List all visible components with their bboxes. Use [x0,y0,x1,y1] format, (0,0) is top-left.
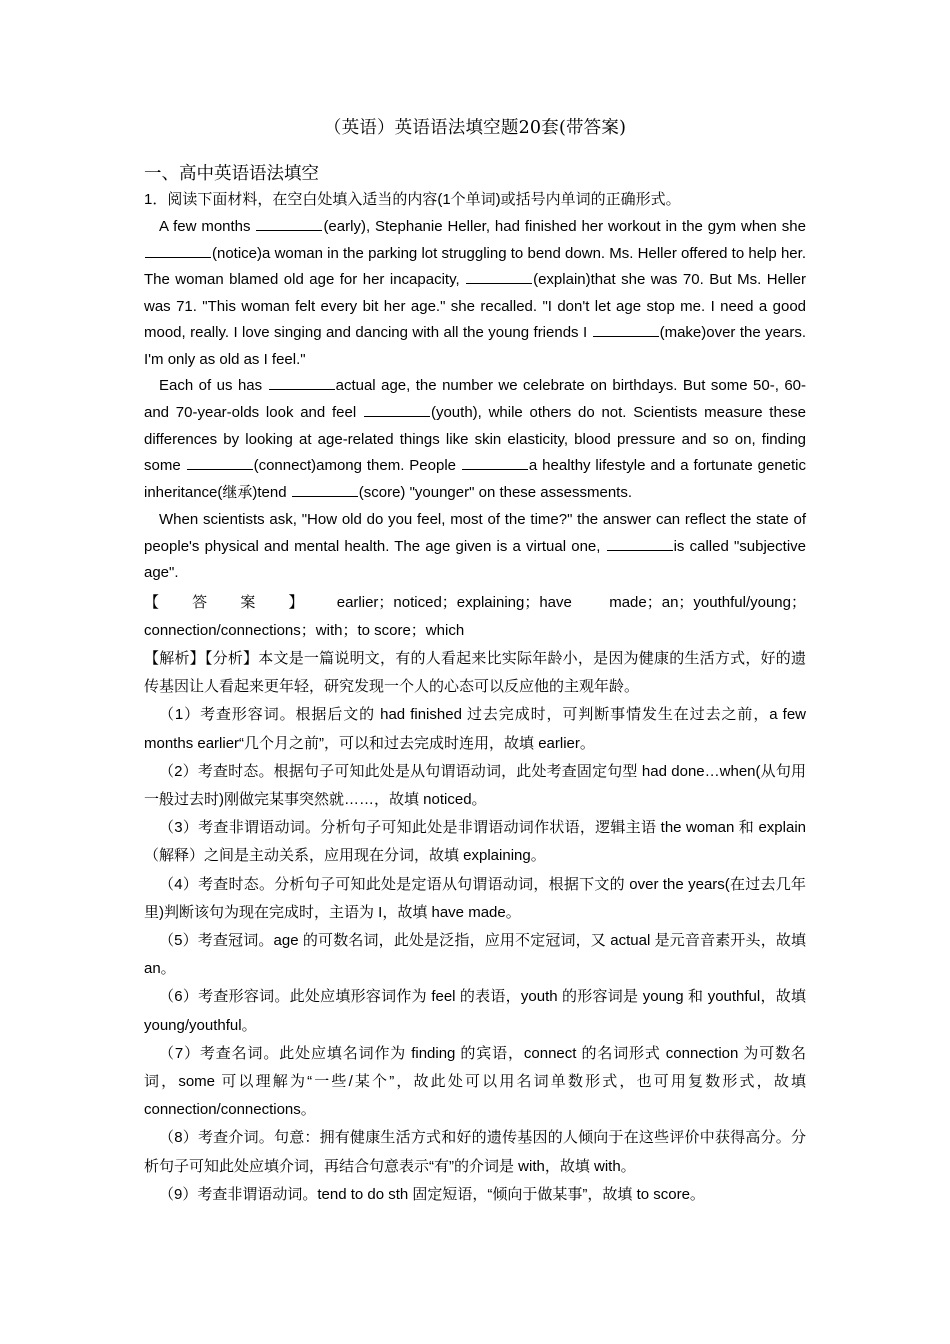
explanation-block [144,645,806,1209]
answer-blank[interactable] [145,244,211,258]
answer-text: earlier；noticed；explaining；have made；an；youthful/young；connection/connections；with；to score；which [144,594,806,639]
passage-paragraph-1 [144,214,806,374]
explanation-item: （5）考查冠词。age 的可数名词，此处是泛指，应用不定冠词，又 actual 是元音音素开头，故填 an。 [144,932,806,978]
answer-blank[interactable] [292,483,358,497]
passage-text: (explain)that she was 70. But Ms. Heller was 71. "This woman felt every bit her age." she recalled. "I don't let age stop me. I need a good mood, really. I love singing and dancing with all the young friends I [144,271,806,342]
passage-text: (early), Stephanie Heller, had finished her workout in the gym when she [323,218,806,235]
section-heading: 一、高中英语语法填空 [144,164,319,184]
question-number: 1． [144,191,168,208]
question-instruction-text: 阅读下面材料，在空白处填入适当的内容(1个单词)或括号内单词的正确形式。 [167,191,681,208]
explanation-item: （4）考查时态。分析句子可知此处是定语从句谓语动词，根据下文的 over the years(在过去几年里)判断该句为现在完成时，主语为 I，故填 have made。 [144,875,806,921]
passage-text: When scientists ask, "How old do you feel, most of the time?" the answer can reflect the state of people's physical and mental health. The age given is a virtual one, [144,511,806,555]
question-instruction [144,188,681,209]
answer-blank[interactable] [256,217,322,231]
passage-text: (make)over the years. I'm only as old as I feel." [144,324,806,368]
answer-blank[interactable] [462,456,528,470]
passage-text: is called "subjective age". [144,537,806,582]
explanation-intro: 【解析】【分析】本文是一篇说明文，有的人看起来比实际年龄小，是因为健康的生活方式，好的遗传基因让人看起来更年轻，研究发现一个人的心态可以反应他的主观年龄。 [144,650,806,696]
explanation-item: （6）考查形容词。此处应填形容词作为 feel 的表语，youth 的形容词是 young 和 youthful，故填 young/youthful。 [144,988,806,1034]
explanation-item: （9）考查非谓语动词。tend to do sth 固定短语，“倾向于做某事”，故填 to score。 [159,1185,705,1203]
passage-text: Each of us has [159,377,268,394]
passage-text: (notice)a woman in the parking lot struggling to bend down. Ms. Heller offered to help her. The woman blamed old age for her incapacity, [144,244,806,289]
passage-text: (youth), while others do not. Scientists measure these differences by looking at age-related things like skin elasticity, blood pressure and so on, finding some [144,403,807,475]
passage-text: (connect)among them. People [253,457,461,475]
passage-paragraph-3 [144,507,806,587]
answer-blank[interactable] [466,270,532,284]
explanation-item: （2）考查时态。根据句子可知此处是从句谓语动词，此处考查固定句型 had done…when(从句用一般过去时)刚做完某事突然就……，故填 noticed。 [144,762,806,809]
answer-block [144,589,806,645]
passage-text: actual age, the number we celebrate on birthdays. But some 50-, 60- and 70-year-olds look and feel [144,377,807,421]
explanation-item: （7）考查名词。此处应填名词作为 finding 的宾语，connect 的名词形式 connection 为可数名词，some 可以理解为“一些/某个”，故此处可以用名词单数形式，也可用复数形式，故填 connection/connections。 [144,1044,806,1119]
answer-blank[interactable] [269,376,335,390]
answer-blank[interactable] [607,537,673,551]
answer-blank[interactable] [187,456,253,470]
explanation-item: （1）考查形容词。根据后文的 had finished 过去完成时，可判断事情发生在过去之前，a few months earlier“几个月之前”，可以和过去完成时连用，故填 earlier。 [144,706,806,752]
passage-paragraph-2 [144,373,806,507]
explanation-item: （3）考查非谓语动词。分析句子可知此处是非谓语动词作状语，逻辑主语 the woman 和 explain（解释）之间是主动关系，应用现在分词，故填 explaining。 [144,819,806,865]
document-title: （英语）英语语法填空题20套(带答案) [323,118,627,138]
passage-text: (score) "younger" on these assessments. [358,484,633,502]
passage-text: a healthy lifestyle and a fortunate genetic inheritance(继承)tend [144,457,806,502]
explanation-item: （8）考查介词。句意：拥有健康生活方式和好的遗传基因的人倾向于在这些评价中获得高分。分析句子可知此处应填介词，再结合句意表示“有”的介词是 with，故填 with。 [144,1129,806,1175]
answer-blank[interactable] [593,323,659,337]
passage-text: A few months [159,218,256,235]
answer-label: 【答案】 [144,594,337,611]
answer-blank[interactable] [364,403,430,417]
